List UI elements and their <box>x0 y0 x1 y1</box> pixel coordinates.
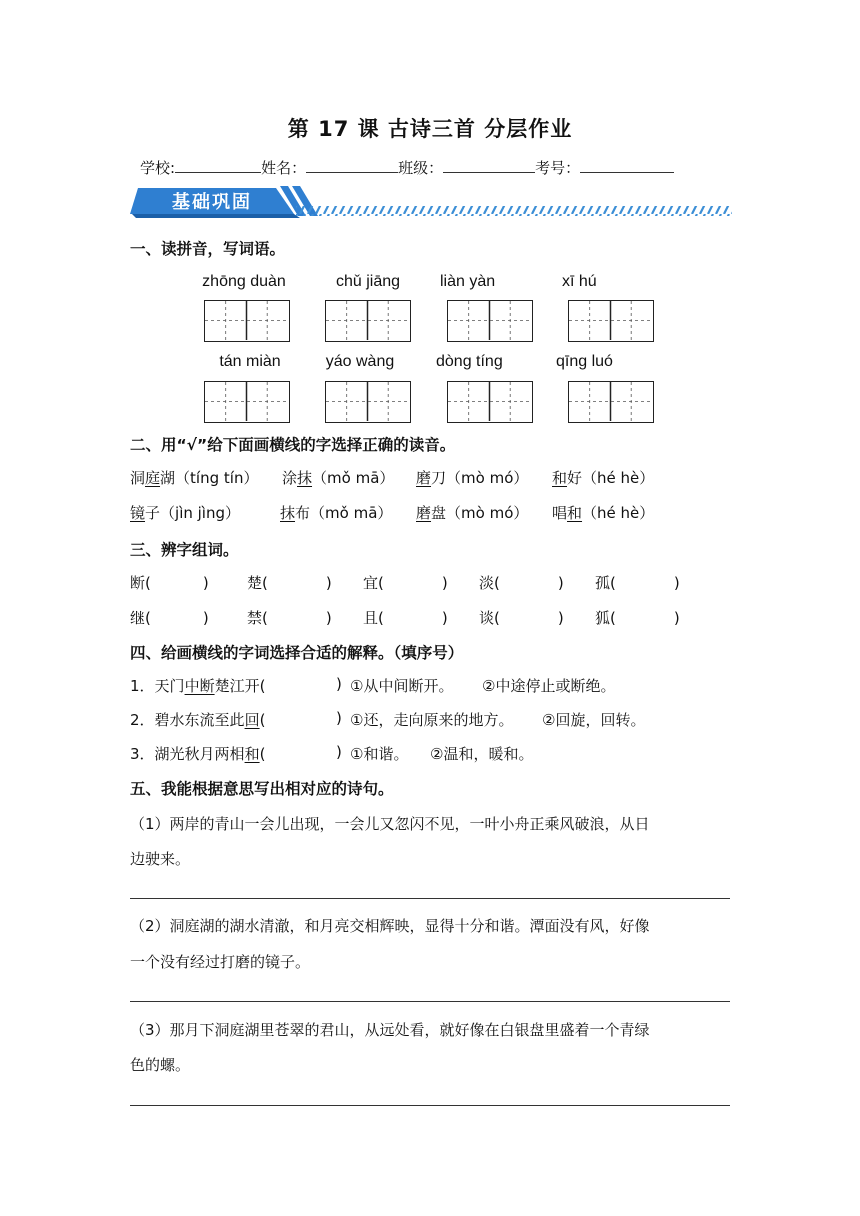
pinyin-label: qīng luó <box>556 353 613 370</box>
class-blank[interactable] <box>443 158 535 173</box>
word-group-item[interactable]: 宜( ) <box>363 574 448 592</box>
pinyin-label: dòng tíng <box>436 353 503 370</box>
pinyin-label: zhōng duàn <box>202 273 286 290</box>
word-group-item[interactable]: 断( ) <box>130 574 209 592</box>
answer-close-paren[interactable]: ) <box>336 743 342 761</box>
option-1: ①从中间断开。 <box>350 677 454 695</box>
word-group-item[interactable]: 楚( ) <box>247 574 332 592</box>
section-2-heading: 二、用“√”给下面画横线的字选择正确的读音。 <box>130 436 456 454</box>
writing-grid[interactable] <box>325 300 411 342</box>
name-label: 姓名： <box>261 159 307 177</box>
word-group-item[interactable]: 孤( ) <box>595 574 680 592</box>
poem-meaning-line: 一个没有经过打磨的镜子。 <box>130 953 311 971</box>
answer-line[interactable] <box>130 1105 730 1106</box>
answer-close-paren[interactable]: ) <box>336 709 342 727</box>
option-2: ②中途停止或断绝。 <box>482 677 616 695</box>
word-group-item[interactable]: 狐( ) <box>595 609 680 627</box>
poem-meaning-line: （2）洞庭湖的湖水清澈，和月亮交相辉映，显得十分和谐。潭面没有风，好像 <box>130 917 650 935</box>
pinyin-label: tán miàn <box>219 353 281 370</box>
pronunciation-item[interactable]: 涂抹（mǒ mā） <box>282 469 395 487</box>
poem-meaning-line: 色的螺。 <box>130 1056 191 1074</box>
option-1: ①和谐。 <box>350 745 409 763</box>
pronunciation-item[interactable]: 和好（hé hè） <box>552 469 655 487</box>
section-4-heading: 四、给画横线的字词选择合适的解释。（填序号） <box>130 644 464 662</box>
poem-meaning-line: 边驶来。 <box>130 850 191 868</box>
writing-grid[interactable] <box>325 381 411 423</box>
writing-grid[interactable] <box>568 381 654 423</box>
pronunciation-item[interactable]: 磨刀（mò mó） <box>416 469 529 487</box>
word-group-item[interactable]: 谈( ) <box>479 609 564 627</box>
banner-graphic <box>130 184 732 222</box>
option-2: ②温和，暖和。 <box>430 745 534 763</box>
option-2: ②回旋，回转。 <box>542 711 646 729</box>
answer-line[interactable] <box>130 1001 730 1002</box>
word-group-item[interactable]: 淡( ) <box>479 574 564 592</box>
pinyin-label: xī hú <box>562 273 597 290</box>
option-1: ①还，走向原来的地方。 <box>350 711 514 729</box>
exam-number-label: 考号： <box>535 159 581 177</box>
exam-number-blank[interactable] <box>580 158 674 173</box>
section-1-heading: 一、读拼音，写词语。 <box>130 240 286 258</box>
pronunciation-item[interactable]: 磨盘（mò mó） <box>416 504 529 522</box>
pronunciation-item[interactable]: 镜子（jìn jìng） <box>130 504 241 522</box>
school-blank[interactable] <box>175 158 261 173</box>
pronunciation-item[interactable]: 唱和（hé hè） <box>552 504 655 522</box>
writing-grid[interactable] <box>447 381 533 423</box>
school-label: 学校: <box>140 159 176 177</box>
answer-close-paren[interactable]: ) <box>336 675 342 693</box>
word-group-item[interactable]: 禁( ) <box>247 609 332 627</box>
page-title: 第 17 课 古诗三首 分层作业 <box>287 117 573 141</box>
section-5-heading: 五、我能根据意思写出相对应的诗句。 <box>130 780 394 798</box>
pinyin-label: yáo wàng <box>325 353 395 370</box>
class-label: 班级： <box>398 159 444 177</box>
poem-meaning-line: （1）两岸的青山一会儿出现，一会儿又忽闪不见，一叶小舟正乘风破浪，从日 <box>130 815 650 833</box>
pronunciation-item[interactable]: 洞庭湖（tíng tín） <box>130 469 259 487</box>
writing-grid[interactable] <box>447 300 533 342</box>
pronunciation-item[interactable]: 抹布（mǒ mā） <box>280 504 393 522</box>
name-blank[interactable] <box>306 158 398 173</box>
writing-grid[interactable] <box>204 300 290 342</box>
answer-line[interactable] <box>130 898 730 899</box>
banner-label: 基础巩固 <box>172 192 252 213</box>
student-info-line <box>140 157 674 178</box>
section-3-heading: 三、辨字组词。 <box>130 541 239 559</box>
word-group-item[interactable]: 继( ) <box>130 609 209 627</box>
pinyin-label: chǔ jiāng <box>335 273 401 290</box>
word-group-item[interactable]: 且( ) <box>363 609 448 627</box>
writing-grid[interactable] <box>568 300 654 342</box>
poem-meaning-line: （3）那月下洞庭湖里苍翠的君山，从远处看，就好像在白银盘里盛着一个青绿 <box>130 1021 650 1039</box>
section-banner <box>130 184 732 222</box>
writing-grid[interactable] <box>204 381 290 423</box>
pinyin-label: liàn yàn <box>440 273 496 290</box>
